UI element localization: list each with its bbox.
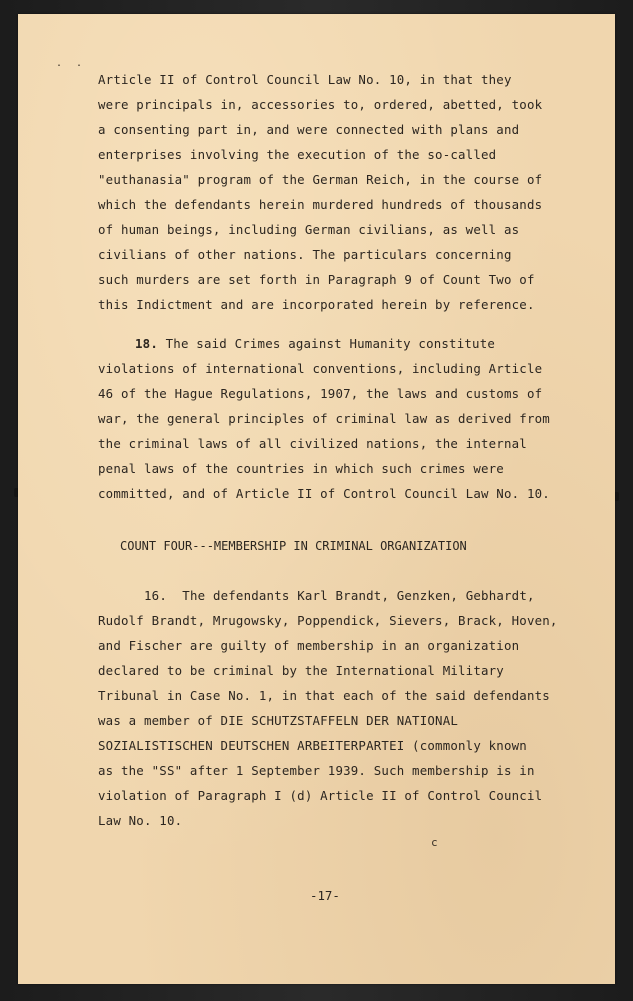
text-line: violations of international conventions, including Article	[98, 361, 543, 376]
text-line: The said Crimes against Humanity constitute	[157, 336, 496, 351]
text-line: were principals in, accessories to, ordered, abetted, took	[98, 97, 543, 112]
document-page	[18, 14, 615, 984]
text-line: 46 of the Hague Regulations, 1907, the laws and customs of	[98, 386, 543, 401]
text-line: declared to be criminal by the International Military	[98, 663, 504, 678]
count-heading: COUNT FOUR---MEMBERSHIP IN CRIMINAL ORGANIZATION	[120, 539, 467, 553]
text-line: "euthanasia" program of the German Reich, in the course of	[98, 172, 543, 187]
text-line: the criminal laws of all civilized nations, the internal	[98, 436, 527, 451]
paragraph-18-first-line	[135, 336, 495, 351]
top-marks: . .	[56, 58, 87, 69]
text-line: of human beings, including German civilians, as well as	[98, 222, 520, 237]
text-line: was a member of DIE SCHUTZSTAFFELN DER NATIONAL	[98, 713, 459, 728]
text-line: SOZIALISTISCHEN DEUTSCHEN ARBEITERPARTEI (commonly known	[98, 738, 527, 753]
text-line: a consenting part in, and were connected with plans and	[98, 122, 520, 137]
text-line: which the defendants herein murdered hundreds of thousands	[98, 197, 543, 212]
text-line: such murders are set forth in Paragraph 9 of Count Two of	[98, 272, 535, 287]
text-line: Rudolf Brandt, Mrugowsky, Poppendick, Sievers, Brack, Hoven,	[98, 613, 558, 628]
text-line: Tribunal in Case No. 1, in that each of the said defendants	[98, 688, 550, 703]
text-line: 16. The defendants Karl Brandt, Genzken, Gebhardt,	[144, 588, 535, 603]
text-line: enterprises involving the execution of the so-called	[98, 147, 497, 162]
text-line: war, the general principles of criminal law as derived from	[98, 411, 550, 426]
text-line: violation of Paragraph I (d) Article II of Control Council	[98, 788, 543, 803]
text-line: and Fischer are guilty of membership in an organization	[98, 638, 520, 653]
text-line: this Indictment and are incorporated herein by reference.	[98, 297, 535, 312]
text-line: as the "SS" after 1 September 1939. Such membership is in	[98, 763, 535, 778]
text-line: Law No. 10.	[98, 813, 183, 828]
text-line: Article II of Control Council Law No. 10, in that they	[98, 72, 512, 87]
paragraph-number: 18.	[135, 336, 158, 351]
text-line: penal laws of the countries in which such crimes were	[98, 461, 504, 476]
text-line: civilians of other nations. The particulars concerning	[98, 247, 512, 262]
page-number: -17-	[310, 888, 340, 903]
text-line: committed, and of Article II of Control Council Law No. 10.	[98, 486, 550, 501]
stray-mark: c	[431, 836, 438, 849]
